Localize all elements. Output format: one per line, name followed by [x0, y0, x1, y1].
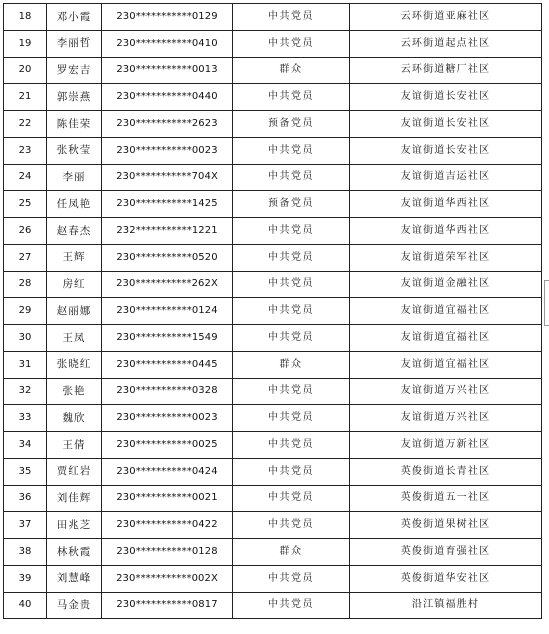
- name-cell: 邓小霞: [47, 4, 102, 31]
- political-status-cell: 中共党员: [233, 405, 350, 432]
- row-number-cell: 18: [4, 4, 47, 31]
- name-cell: 王凤: [47, 325, 102, 352]
- table-row: [4, 30, 542, 57]
- table-row: [4, 432, 542, 459]
- community-cell: 云环街道起点社区: [350, 30, 542, 57]
- community-cell: 友谊街道万新社区: [350, 432, 542, 459]
- row-number-cell: 38: [4, 539, 47, 566]
- table-row: [4, 191, 542, 218]
- row-number-cell: 36: [4, 485, 47, 512]
- name-cell: 林秋霞: [47, 539, 102, 566]
- page-edge-tick: [544, 280, 549, 281]
- id-number-cell: 230***********2623: [102, 111, 233, 138]
- name-cell: 王倩: [47, 432, 102, 459]
- political-status-cell: 中共党员: [233, 512, 350, 539]
- community-cell: 沿江镇福胜村: [350, 592, 542, 619]
- table-row: [4, 405, 542, 432]
- id-number-cell: 230***********002X: [102, 565, 233, 592]
- id-number-cell: 230***********704X: [102, 164, 233, 191]
- political-status-cell: 中共党员: [233, 218, 350, 245]
- name-cell: 王辉: [47, 244, 102, 271]
- id-number-cell: 230***********0424: [102, 458, 233, 485]
- community-cell: 英俊街道果树社区: [350, 512, 542, 539]
- page-edge-marker: [544, 280, 548, 325]
- table-row: [4, 565, 542, 592]
- table-row: [4, 298, 542, 325]
- name-cell: 赵春杰: [47, 218, 102, 245]
- political-status-cell: 预备党员: [233, 111, 350, 138]
- community-cell: 友谊街道华西社区: [350, 191, 542, 218]
- table-row: [4, 271, 542, 298]
- roster-table-body: [4, 4, 542, 619]
- political-status-cell: 中共党员: [233, 325, 350, 352]
- table-row: [4, 512, 542, 539]
- name-cell: 张秋莹: [47, 137, 102, 164]
- id-number-cell: 230***********262X: [102, 271, 233, 298]
- id-number-cell: 230***********0128: [102, 539, 233, 566]
- id-number-cell: 230***********0328: [102, 378, 233, 405]
- political-status-cell: 预备党员: [233, 191, 350, 218]
- table-row: [4, 539, 542, 566]
- table-row: [4, 458, 542, 485]
- table-row: [4, 592, 542, 619]
- id-number-cell: 230***********0422: [102, 512, 233, 539]
- political-status-cell: 中共党员: [233, 458, 350, 485]
- id-number-cell: 230***********0124: [102, 298, 233, 325]
- row-number-cell: 27: [4, 244, 47, 271]
- community-cell: 友谊街道长安社区: [350, 111, 542, 138]
- row-number-cell: 32: [4, 378, 47, 405]
- row-number-cell: 37: [4, 512, 47, 539]
- id-number-cell: 230***********0013: [102, 57, 233, 84]
- id-number-cell: 230***********0025: [102, 432, 233, 459]
- community-cell: 云环街道糖厂社区: [350, 57, 542, 84]
- community-cell: 友谊街道长安社区: [350, 137, 542, 164]
- political-status-cell: 中共党员: [233, 378, 350, 405]
- row-number-cell: 39: [4, 565, 47, 592]
- table-row: [4, 164, 542, 191]
- political-status-cell: 中共党员: [233, 271, 350, 298]
- political-status-cell: 中共党员: [233, 244, 350, 271]
- id-number-cell: 230***********1425: [102, 191, 233, 218]
- community-cell: 英俊街道华安社区: [350, 565, 542, 592]
- row-number-cell: 21: [4, 84, 47, 111]
- table-row: [4, 244, 542, 271]
- political-status-cell: 群众: [233, 57, 350, 84]
- id-number-cell: 230***********0817: [102, 592, 233, 619]
- row-number-cell: 29: [4, 298, 47, 325]
- political-status-cell: 中共党员: [233, 84, 350, 111]
- name-cell: 魏欣: [47, 405, 102, 432]
- name-cell: 郭崇燕: [47, 84, 102, 111]
- name-cell: 任凤艳: [47, 191, 102, 218]
- row-number-cell: 26: [4, 218, 47, 245]
- community-cell: 友谊街道荣军社区: [350, 244, 542, 271]
- id-number-cell: 230***********0023: [102, 405, 233, 432]
- political-status-cell: 中共党员: [233, 298, 350, 325]
- name-cell: 刘佳辉: [47, 485, 102, 512]
- community-cell: 友谊街道吉运社区: [350, 164, 542, 191]
- political-status-cell: 中共党员: [233, 485, 350, 512]
- row-number-cell: 20: [4, 57, 47, 84]
- community-cell: 友谊街道长安社区: [350, 84, 542, 111]
- community-cell: 友谊街道宜福社区: [350, 351, 542, 378]
- row-number-cell: 28: [4, 271, 47, 298]
- row-number-cell: 23: [4, 137, 47, 164]
- name-cell: 陈佳荣: [47, 111, 102, 138]
- table-row: [4, 111, 542, 138]
- row-number-cell: 22: [4, 111, 47, 138]
- id-number-cell: 230***********0520: [102, 244, 233, 271]
- id-number-cell: 230***********0129: [102, 4, 233, 31]
- id-number-cell: 230***********0445: [102, 351, 233, 378]
- political-status-cell: 中共党员: [233, 565, 350, 592]
- political-status-cell: 中共党员: [233, 4, 350, 31]
- community-cell: 英俊街道长青社区: [350, 458, 542, 485]
- political-status-cell: 中共党员: [233, 30, 350, 57]
- community-cell: 友谊街道金融社区: [350, 271, 542, 298]
- name-cell: 张晓红: [47, 351, 102, 378]
- table-row: [4, 485, 542, 512]
- name-cell: 李丽哲: [47, 30, 102, 57]
- id-number-cell: 230***********0410: [102, 30, 233, 57]
- table-row: [4, 84, 542, 111]
- row-number-cell: 35: [4, 458, 47, 485]
- political-status-cell: 中共党员: [233, 592, 350, 619]
- community-cell: 友谊街道万兴社区: [350, 405, 542, 432]
- political-status-cell: 群众: [233, 539, 350, 566]
- political-status-cell: 中共党员: [233, 137, 350, 164]
- name-cell: 房红: [47, 271, 102, 298]
- table-row: [4, 137, 542, 164]
- id-number-cell: 232***********1221: [102, 218, 233, 245]
- name-cell: 贾红岩: [47, 458, 102, 485]
- row-number-cell: 33: [4, 405, 47, 432]
- row-number-cell: 40: [4, 592, 47, 619]
- community-cell: 英俊街道五一社区: [350, 485, 542, 512]
- name-cell: 赵丽娜: [47, 298, 102, 325]
- row-number-cell: 31: [4, 351, 47, 378]
- community-cell: 英俊街道育强社区: [350, 539, 542, 566]
- table-row: [4, 57, 542, 84]
- row-number-cell: 24: [4, 164, 47, 191]
- id-number-cell: 230***********0021: [102, 485, 233, 512]
- table-row: [4, 4, 542, 31]
- row-number-cell: 30: [4, 325, 47, 352]
- table-row: [4, 351, 542, 378]
- community-cell: 云环街道亚麻社区: [350, 4, 542, 31]
- row-number-cell: 25: [4, 191, 47, 218]
- name-cell: 李丽: [47, 164, 102, 191]
- political-status-cell: 中共党员: [233, 164, 350, 191]
- id-number-cell: 230***********0023: [102, 137, 233, 164]
- community-cell: 友谊街道宜福社区: [350, 325, 542, 352]
- row-number-cell: 19: [4, 30, 47, 57]
- id-number-cell: 230***********0440: [102, 84, 233, 111]
- name-cell: 刘慧峰: [47, 565, 102, 592]
- community-cell: 友谊街道万兴社区: [350, 378, 542, 405]
- political-status-cell: 中共党员: [233, 432, 350, 459]
- name-cell: 田兆芝: [47, 512, 102, 539]
- table-row: [4, 378, 542, 405]
- political-status-cell: 群众: [233, 351, 350, 378]
- page-edge-tick: [544, 325, 549, 326]
- community-cell: 友谊街道宜福社区: [350, 298, 542, 325]
- roster-table: [3, 3, 542, 619]
- name-cell: 马金贵: [47, 592, 102, 619]
- table-row: [4, 325, 542, 352]
- community-cell: 友谊街道华西社区: [350, 218, 542, 245]
- table-row: [4, 218, 542, 245]
- row-number-cell: 34: [4, 432, 47, 459]
- name-cell: 张艳: [47, 378, 102, 405]
- id-number-cell: 230***********1549: [102, 325, 233, 352]
- name-cell: 罗宏吉: [47, 57, 102, 84]
